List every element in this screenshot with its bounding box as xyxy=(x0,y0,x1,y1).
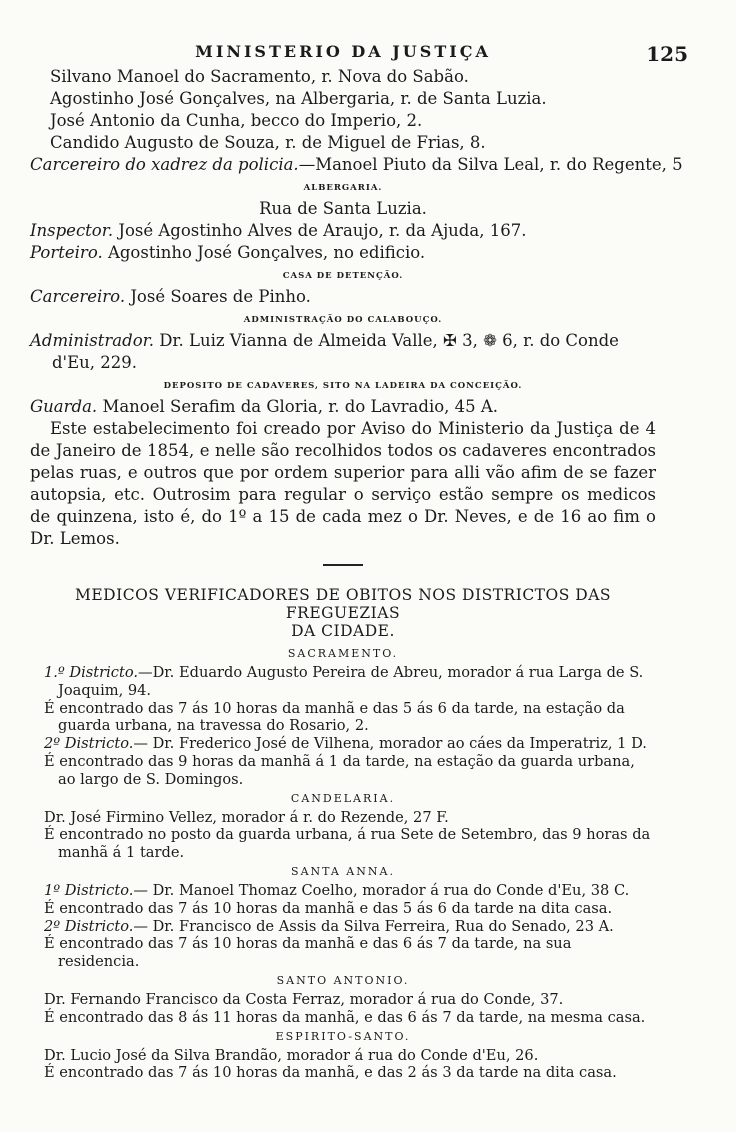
parish-heading-santo-antonio: SANTO ANTONIO. xyxy=(276,973,410,987)
deposito-paragraph: Este estabelecimento foi creado por Aviso do Ministerio da Justiça de 4 de Janeiro de 1854, e nelle são recolhidos todos os cadaveres encontrados pelas ruas, e outros que por ordem superior para alli vão afim de se fazer autopsia, etc. Outrosim para regular o serviço estão sempre os medicos de quinzena, isto é, do 1º a 15 de cada mez o Dr. Neves, e de 16 ao fim o Dr. Lemos. xyxy=(30,419,656,548)
district-hours: É encontrado das 7 ás 10 horas da manhã, e das 2 ás 3 da tarde na dita casa. xyxy=(44,1064,617,1082)
staff-line: José Antonio da Cunha, becco do Imperio, 2. xyxy=(50,111,423,130)
district-hours: É encontrado das 7 ás 10 horas da manhã e das 6 ás 7 da tarde, na sua residencia. xyxy=(44,935,572,971)
section-divider xyxy=(323,564,363,566)
albergaria-street: Rua de Santa Luzia. xyxy=(259,199,427,218)
staff-line: Candido Augusto de Souza, r. de Miguel de Frias, 8. xyxy=(50,133,486,152)
administrador-line xyxy=(30,330,656,374)
parish-heading-sacramento: SACRAMENTO. xyxy=(287,647,399,660)
section-heading-detencao: CASA DE DETENÇÃO. xyxy=(282,271,404,281)
entry-text: Agostinho José Gonçalves, no edificio. xyxy=(107,243,426,262)
district-label: 1.º Districto. xyxy=(44,664,138,681)
medicos-title-line: DA CIDADE. xyxy=(291,622,395,640)
page-title: MINISTERIO DA JUSTIÇA xyxy=(195,42,491,61)
porteiro-line xyxy=(30,242,656,264)
guarda-line xyxy=(30,396,656,418)
doctor-entry: Dr. Lucio José da Silva Brandão, morador á rua do Conde d'Eu, 26. xyxy=(44,1046,539,1064)
district-hours: É encontrado das 9 horas da manhã á 1 da tarde, na estação da guarda urbana, ao largo de S. Domingos. xyxy=(44,752,635,788)
district-hours: É encontrado das 7 ás 10 horas da manhã e das 5 ás 6 da tarde, na estação da guarda urbana, na travessa do Rosario, 2. xyxy=(44,699,625,735)
document-page xyxy=(30,36,688,1082)
medicos-title xyxy=(30,586,656,640)
carcereiro-line xyxy=(30,286,656,308)
district-entry xyxy=(44,918,656,936)
entry-text: Dr. Luiz Vianna de Almeida Valle, ✠ 3, ❁ 6, r. do Conde d'Eu, 229. xyxy=(52,331,619,372)
entry-text: — Dr. Frederico José de Vilhena, morador ao cáes da Imperatriz, 1 D. xyxy=(133,735,647,753)
district-entry xyxy=(44,882,656,900)
entry-text: — Dr. Manoel Thomaz Coelho, morador á rua do Conde d'Eu, 38 C. xyxy=(133,881,630,899)
entry-text: —Dr. Eduardo Augusto Pereira de Abreu, morador á rua Larga de S. Joaquim, 94. xyxy=(58,664,644,699)
district-hours: É encontrado das 7 ás 10 horas da manhã e das 5 ás 6 da tarde na dita casa. xyxy=(44,899,613,917)
section-heading-calabouco: ADMINISTRAÇÃO DO CALABOUÇO. xyxy=(243,315,443,325)
entry-text: José Agostinho Alves de Araujo, r. da Ajuda, 167. xyxy=(118,221,527,240)
role-label: Carcereiro. xyxy=(30,287,126,306)
district-entry xyxy=(44,664,656,700)
district-hours: É encontrado das 8 ás 11 horas da manhã, e das 6 ás 7 da tarde, na mesma casa. xyxy=(44,1008,646,1026)
doctor-entry: Dr. José Firmino Vellez, morador á r. do Rezende, 27 F. xyxy=(44,808,449,826)
entry-text: — Dr. Francisco de Assis da Silva Ferreira, Rua do Senado, 23 A. xyxy=(133,917,614,935)
role-label: Inspector. xyxy=(30,221,114,240)
district-entry xyxy=(44,735,656,753)
page-header xyxy=(30,36,688,66)
carcereiro-xadrez-line xyxy=(30,154,683,176)
parish-heading-candelaria: CANDELARIA. xyxy=(290,791,396,805)
parish-heading-santa-anna: SANTA ANNA. xyxy=(291,864,395,878)
district-label: 2º Districto. xyxy=(44,735,134,753)
role-label: Administrador. xyxy=(30,331,154,350)
entry-text: Manoel Serafim da Gloria, r. do Lavradio, 45 A. xyxy=(102,397,499,416)
staff-line: Agostinho José Gonçalves, na Albergaria, r. de Santa Luzia. xyxy=(50,89,547,108)
district-label: 1º Districto. xyxy=(44,881,134,899)
parish-heading-espirito-santo: ESPIRITO-SANTO. xyxy=(275,1029,411,1043)
doctor-entry: Dr. Fernando Francisco da Costa Ferraz, morador á rua do Conde, 37. xyxy=(44,990,564,1008)
inspector-line xyxy=(30,220,656,242)
district-label: 2º Districto. xyxy=(44,917,134,935)
staff-line: Silvano Manoel do Sacramento, r. Nova do Sabão. xyxy=(50,67,469,86)
entry-text: —Manoel Piuto da Silva Leal, r. do Regente, 5 xyxy=(298,155,683,174)
role-label: Porteiro. xyxy=(30,243,103,262)
medicos-title-line: MEDICOS VERIFICADORES DE OBITOS NOS DISTRICTOS DAS FREGUEZIAS xyxy=(74,586,612,622)
district-hours: É encontrado no posto da guarda urbana, á rua Sete de Setembro, das 9 horas da manhã á 1 tarde. xyxy=(44,826,651,862)
section-heading-deposito: DEPOSITO DE CADAVERES, SITO NA LADEIRA DA CONCEIÇÃO. xyxy=(163,381,523,391)
page-number: 125 xyxy=(646,42,688,66)
section-heading-albergaria: ALBERGARIA. xyxy=(303,183,383,193)
role-label: Guarda. xyxy=(30,397,98,416)
entry-text: José Soares de Pinho. xyxy=(130,287,311,306)
role-label: Carcereiro do xadrez da policia. xyxy=(30,155,299,174)
